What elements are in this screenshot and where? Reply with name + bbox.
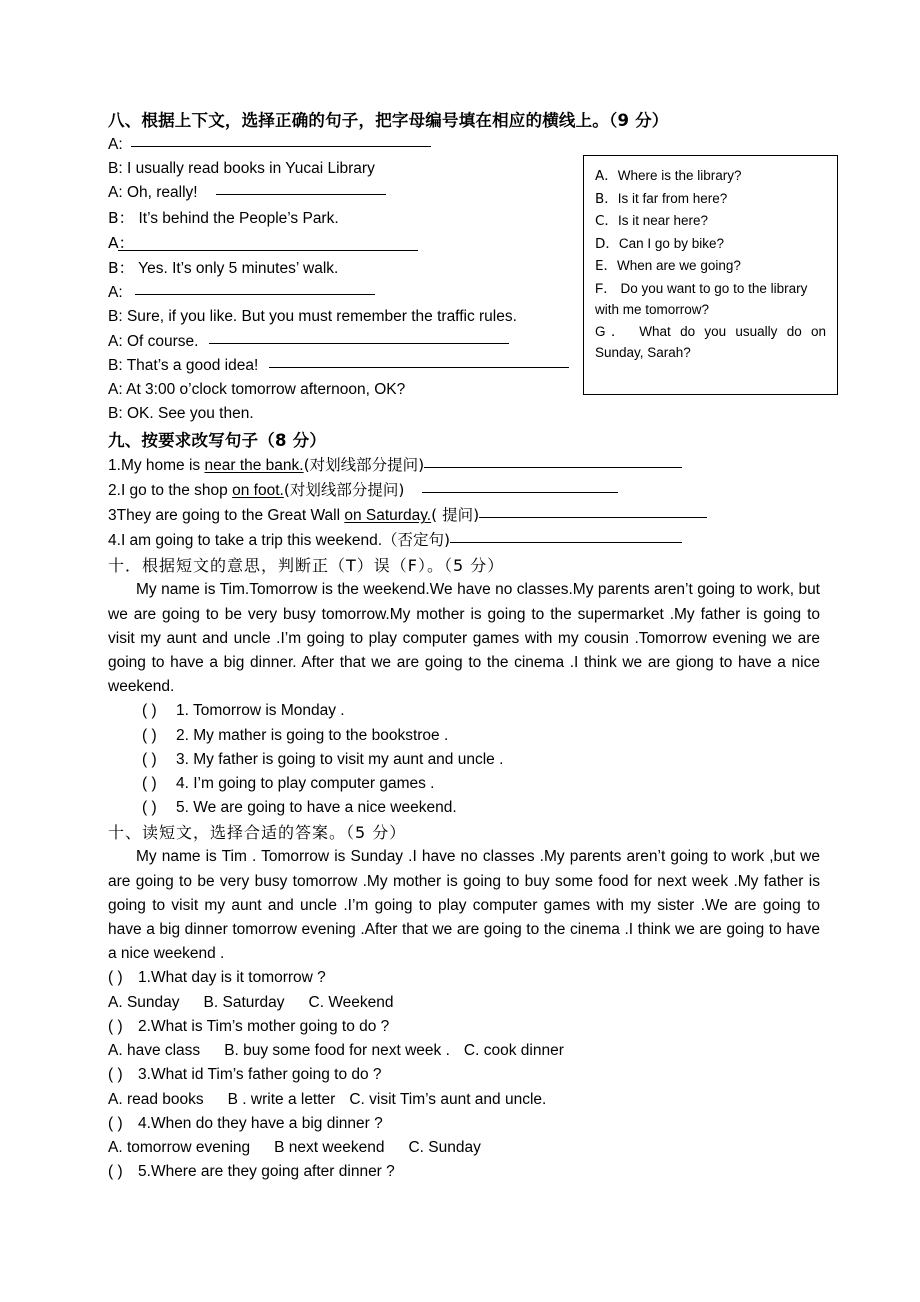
choice-key: B． <box>595 190 618 207</box>
option-c[interactable]: C. visit Tim’s aunt and uncle. <box>349 1090 547 1108</box>
section-heading-ten-tf: 十．根据短文的意思，判断正（T）误（F）。（5 分） <box>108 556 505 576</box>
tf-statement-3 <box>108 748 820 772</box>
question-text: Where are they going after dinner ? <box>150 1163 395 1181</box>
answer-blank[interactable] <box>216 194 386 195</box>
item-number: 2. <box>176 726 189 744</box>
dialogue-line <box>108 206 578 231</box>
answer-blank[interactable] <box>269 367 569 368</box>
answer-paren[interactable]: ( ) <box>108 1017 123 1035</box>
dialogue-line <box>108 305 578 329</box>
dialogue-speaker: B: <box>108 160 123 178</box>
option-a[interactable]: A. read books <box>108 1090 204 1108</box>
choice-options-box <box>583 155 838 395</box>
choice-item-d <box>595 233 826 256</box>
mc-options-3 <box>108 1088 820 1112</box>
dialogue-line <box>108 354 578 378</box>
question-text: What day is it tomorrow ? <box>150 969 326 987</box>
item-number: 3. <box>176 750 189 768</box>
dialogue-line <box>108 281 578 305</box>
dialogue-speaker: B: <box>108 356 123 374</box>
item-number: 4. <box>176 775 189 793</box>
section-heading-nine: 九、按要求改写句子（8 分） <box>108 431 327 451</box>
rewrite-item-2 <box>108 478 820 503</box>
item-instruction: （否定句) <box>382 531 451 550</box>
dialogue-line <box>108 231 578 256</box>
choice-g-line2: Sunday, Sarah? <box>595 345 691 360</box>
choice-item-g <box>595 321 826 364</box>
dialogue-text: That’s a good idea! <box>126 356 259 374</box>
item-number: 1. <box>176 702 189 720</box>
reading-passage-mc: My name is Tim . Tomorrow is Sunday .I have no classes .My parents aren’t going to work ,but we are going to be very busy tomorrow .My mother is going to buy some food for next week .My father is going to visit my aunt and uncle .I’m going to play computer games with my sister .We are going to have a big dinner tomorrow evening .After that we are going to the cinema .I think we are going to have a nice weekend . <box>108 848 820 963</box>
question-text: What is Tim’s mother going to do ? <box>150 1017 390 1035</box>
answer-paren[interactable]: ( ) <box>142 726 157 744</box>
question-text: What id Tim’s father going to do ? <box>150 1066 382 1084</box>
answer-paren[interactable]: ( ) <box>108 1114 123 1132</box>
choice-text: Is it near here? <box>617 213 708 228</box>
answer-paren[interactable]: ( ) <box>142 702 157 720</box>
item-number: 1. <box>108 457 121 475</box>
question-text: When do they have a big dinner ? <box>150 1114 383 1132</box>
rewrite-item-4 <box>108 528 820 553</box>
choice-text: Can I go by bike? <box>618 235 724 251</box>
mc-question-4 <box>108 1112 820 1136</box>
choice-g-line1: G． What do you usually do on <box>595 323 826 339</box>
choice-item-f <box>595 278 826 321</box>
section-heading-eight: 八、根据上下文，选择正确的句子，把字母编号填在相应的横线上。（9 分） <box>108 111 669 130</box>
item-instruction: (对划线部分提问) <box>303 456 425 475</box>
mc-options-1 <box>108 991 820 1015</box>
item-instruction: (对划线部分提问) <box>283 481 405 500</box>
mc-options-2 <box>108 1039 820 1063</box>
dialogue-line <box>108 157 578 181</box>
answer-blank[interactable] <box>135 294 375 295</box>
section-heading-ten-mc: 十、读短文，选择合适的答案。（5 分） <box>108 823 407 843</box>
dialogue-text: Oh, really! <box>126 184 198 202</box>
statement-text: We are going to have a nice weekend. <box>193 799 457 817</box>
item-number: 1. <box>138 969 151 987</box>
item-number: 5. <box>176 799 189 817</box>
dialogue-speaker: A： <box>108 233 135 252</box>
statement-text: My mather is going to the bookstroe . <box>193 726 449 744</box>
item-pre: I go to the shop <box>120 482 233 500</box>
dialogue-text: I usually read books in Yucai Library <box>126 160 375 178</box>
answer-paren[interactable]: ( ) <box>142 750 157 768</box>
option-c[interactable]: C. Weekend <box>308 993 394 1011</box>
dialogue-line <box>108 330 578 354</box>
choice-text: When are we going? <box>617 258 741 273</box>
choice-key: E． <box>595 258 618 274</box>
choice-item-c <box>595 210 826 233</box>
item-number: 4. <box>138 1114 151 1132</box>
dialogue-text: Of course. <box>126 332 199 350</box>
dialogue-line <box>108 133 578 157</box>
option-a[interactable]: A. tomorrow evening <box>108 1138 251 1156</box>
item-number: 3. <box>138 1066 151 1084</box>
item-pre: They are going to the Great Wall <box>116 507 345 525</box>
dialogue-speaker: B： <box>108 208 135 227</box>
option-c[interactable]: C. cook dinner <box>463 1042 564 1060</box>
choice-text: Is it far from here? <box>617 190 728 206</box>
answer-blank[interactable] <box>131 146 431 147</box>
item-number: 2. <box>138 1017 151 1035</box>
item-instruction: ( 提问) <box>431 506 480 525</box>
dialogue-speaker: B: <box>108 308 123 326</box>
choice-item-a <box>595 165 826 188</box>
dialogue-line <box>108 402 578 426</box>
dialogue-speaker: A: <box>108 381 123 399</box>
answer-blank[interactable] <box>450 542 682 543</box>
option-a[interactable]: A. Sunday <box>108 993 180 1011</box>
mc-question-2 <box>108 1015 820 1039</box>
dialogue-text: Yes. It’s only 5 minutes’ walk. <box>138 260 339 278</box>
statement-text: Tomorrow is Monday . <box>192 702 345 720</box>
option-b[interactable]: B. buy some food for next week . <box>224 1042 450 1060</box>
answer-blank[interactable] <box>118 250 418 251</box>
choice-key: D． <box>595 235 619 252</box>
answer-blank[interactable] <box>422 492 618 493</box>
dialogue-line <box>108 256 578 281</box>
choice-item-b <box>595 188 826 211</box>
statement-text: I’m going to play computer games . <box>193 775 435 793</box>
rewrite-item-3 <box>108 503 820 528</box>
dialogue-speaker: A: <box>108 136 123 153</box>
option-b[interactable]: B next weekend <box>274 1138 385 1156</box>
tf-statement-4 <box>108 772 820 796</box>
item-number: 3 <box>108 507 117 525</box>
item-number: 4. <box>108 532 121 550</box>
dialogue-speaker: B: <box>108 405 123 423</box>
option-b[interactable]: B. Saturday <box>203 993 285 1011</box>
dialogue-speaker: B： <box>108 259 135 278</box>
item-pre: My home is <box>120 457 205 475</box>
answer-paren[interactable]: ( ) <box>142 775 157 793</box>
reading-passage-tf: My name is Tim.Tomorrow is the weekend.We have no classes.My parents aren’t going to work, but we are going to be very busy tomorrow.My mother is going to the supermarket .My father is going to visit my aunt and uncle .I’m going to play computer games with my cousin .Tomorrow evening we are going to have a big dinner. After that we are going to the cinema .I think we are giong to have a nice weekend. <box>108 581 820 696</box>
dialogue-block <box>108 133 578 426</box>
answer-paren[interactable]: ( ) <box>108 1163 123 1181</box>
dialogue-line <box>108 378 578 402</box>
item-number: 5. <box>138 1163 151 1181</box>
option-a[interactable]: A. have class <box>108 1042 201 1060</box>
answer-blank[interactable] <box>424 467 682 468</box>
choice-key: C． <box>595 213 618 229</box>
option-b[interactable]: B . write a letter <box>227 1090 336 1108</box>
choice-f-line1: F． Do you want to go to the library <box>595 280 808 296</box>
mc-question-3 <box>108 1063 820 1087</box>
dialogue-speaker: A: <box>108 284 123 302</box>
dialogue-text: OK. See you then. <box>126 405 254 423</box>
mc-question-5 <box>108 1160 820 1184</box>
choice-item-e <box>595 255 826 278</box>
dialogue-speaker: A: <box>108 332 123 350</box>
answer-paren[interactable]: ( ) <box>108 1066 123 1084</box>
dialogue-text: It’s behind the People’s Park. <box>138 209 339 227</box>
dialogue-speaker: A: <box>108 184 123 202</box>
tf-statement-5 <box>108 796 820 820</box>
item-underlined: near the bank. <box>204 457 304 475</box>
tf-statement-2 <box>108 724 820 748</box>
choice-key: A． <box>595 168 618 184</box>
answer-paren[interactable]: ( ) <box>108 969 123 987</box>
item-pre: I am going to take a trip this weekend. <box>120 532 383 550</box>
answer-paren[interactable]: ( ) <box>142 799 157 817</box>
statement-text: My father is going to visit my aunt and uncle . <box>193 750 504 768</box>
page-content <box>108 108 826 1184</box>
item-underlined: on foot. <box>232 482 284 500</box>
mc-question-1 <box>108 966 820 990</box>
dialogue-text: At 3:00 o’clock tomorrow afternoon, OK? <box>126 381 406 399</box>
rewrite-item-1 <box>108 453 820 478</box>
answer-blank[interactable] <box>479 517 707 518</box>
choice-text: Where is the library? <box>617 168 742 183</box>
item-number: 2. <box>108 482 121 500</box>
tf-statement-1 <box>108 699 820 723</box>
dialogue-text: Sure, if you like. But you must remember the traffic rules. <box>126 308 517 326</box>
answer-blank[interactable] <box>209 343 509 344</box>
option-c[interactable]: C. Sunday <box>408 1138 481 1156</box>
choice-f-line2: with me tomorrow? <box>595 302 710 317</box>
item-underlined: on Saturday. <box>344 507 432 525</box>
mc-options-4 <box>108 1136 820 1160</box>
dialogue-line <box>108 181 578 205</box>
